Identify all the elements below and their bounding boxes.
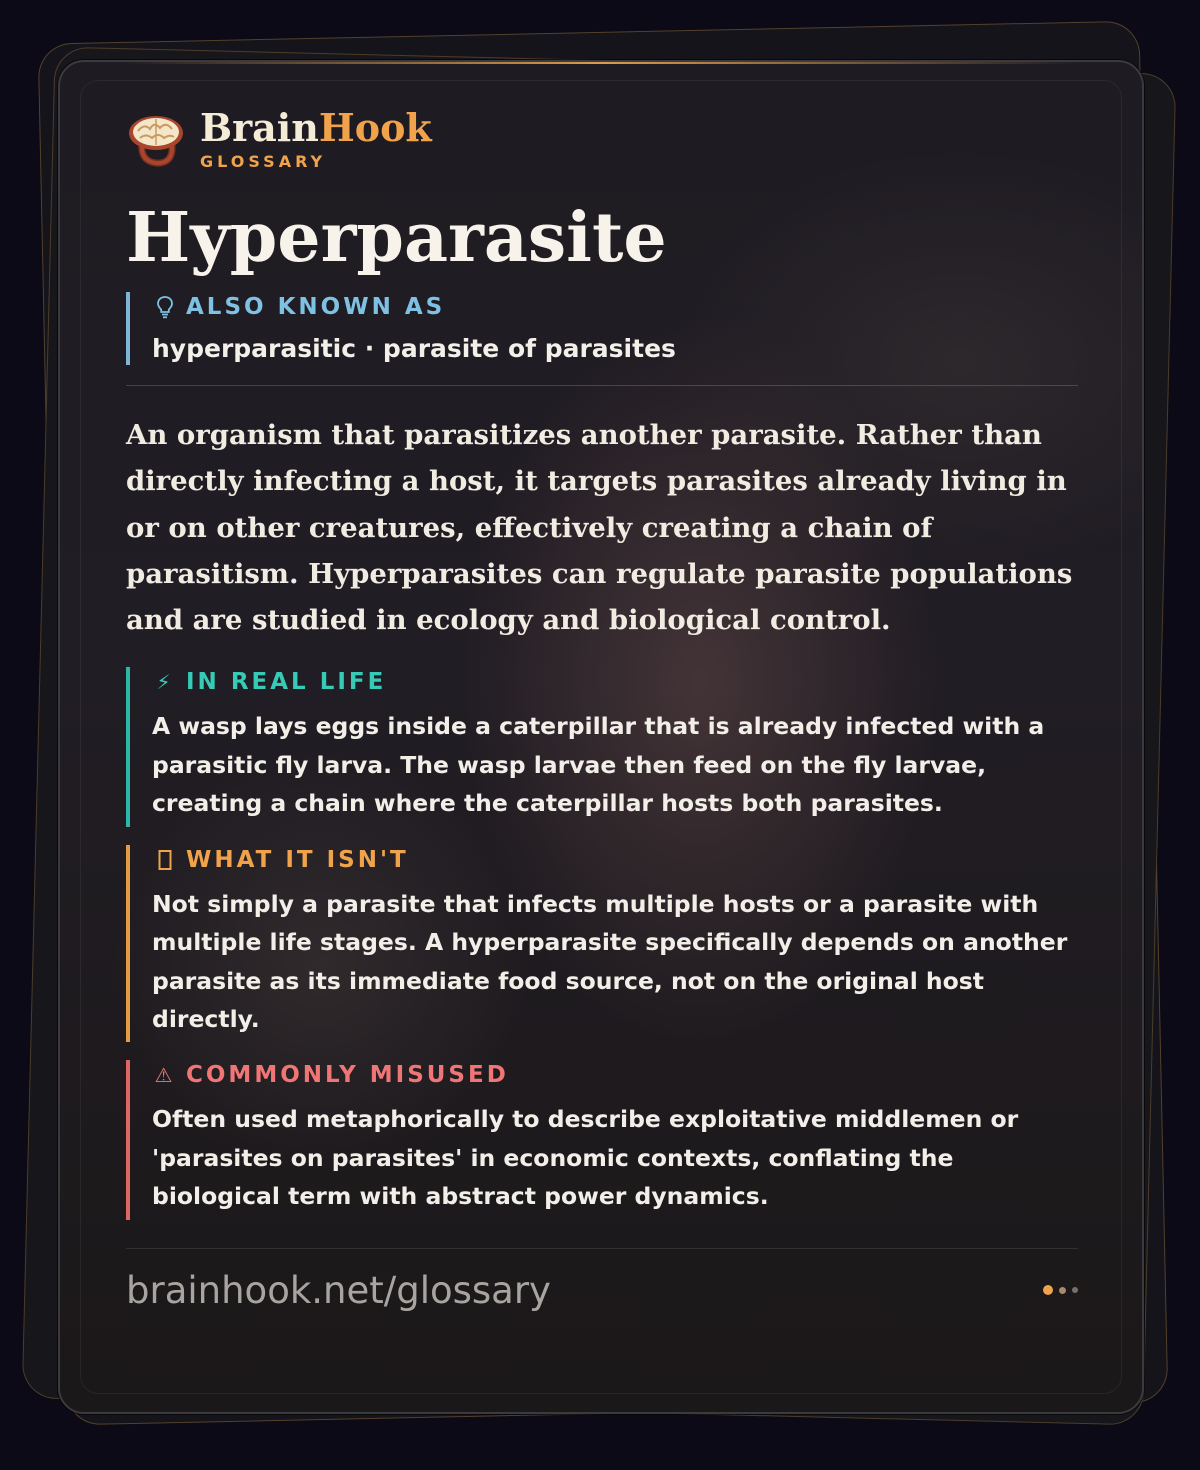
footer-url-link[interactable]: brainhook.net/glossary (126, 1268, 551, 1312)
brand-header (126, 106, 1078, 172)
also-known-as-section (126, 292, 1078, 365)
in-real-life-heading: IN REAL LIFE (186, 669, 387, 696)
what-it-isnt-heading: WHAT IT ISN'T (186, 846, 409, 873)
brand-name-hook: Hook (318, 104, 432, 150)
commonly-misused-text: Often used metaphorically to describe exploitative middlemen or 'parasites on parasites' in economic contexts, conflating the biological term with abstract power dynamics. (152, 1105, 1019, 1211)
divider (126, 385, 1078, 386)
card-top-accent-line (120, 62, 1082, 64)
card-content (126, 106, 1078, 1312)
page-dots (1043, 1285, 1078, 1295)
definition-text: An organism that parasitizes another parasite. Rather than directly infecting a host, it targets parasites already living in or on other creatures, effectively creating a chain of parasitism. Hyperparasites can regulate parasite populations and are studied in ecology and biological control. (126, 419, 1073, 637)
page-dot (1059, 1287, 1066, 1294)
page-dot-active (1043, 1285, 1053, 1295)
lightbulb-icon (152, 295, 178, 319)
glossary-card (58, 60, 1144, 1414)
term-title: Hyperparasite (126, 198, 667, 278)
brand-text (200, 104, 432, 171)
what-it-isnt-heading-row (152, 847, 1078, 873)
in-real-life-section (126, 667, 1078, 826)
footer (126, 1269, 1078, 1312)
lightning-icon: ⚡ (156, 670, 174, 695)
what-it-isnt-section (126, 845, 1078, 1043)
also-known-as-text: hyperparasitic · parasite of parasites (152, 334, 676, 363)
footer-divider (126, 1248, 1078, 1249)
brand-name-brain: Brain (200, 104, 319, 150)
commonly-misused-heading-row (152, 1062, 1078, 1088)
brand-name (200, 104, 432, 150)
also-known-as-heading-row (152, 294, 1078, 320)
brand-subtitle: GLOSSARY (200, 151, 327, 171)
also-known-as-heading: ALSO KNOWN AS (186, 294, 446, 320)
brain-hook-icon (126, 109, 186, 169)
warning-icon: ⚠ (154, 1063, 176, 1088)
what-it-isnt-text: Not simply a parasite that infects multiple hosts or a parasite with multiple life stages. A hyperparasite specifically depends on another parasite as its immediate food source, not on the original host directly. (152, 889, 1068, 1033)
in-real-life-text: A wasp lays eggs inside a caterpillar that is already infected with a parasitic fly larva. The wasp larvae then feed on the fly larvae, creating a chain where the caterpillar hosts both parasites. (152, 712, 1045, 818)
commonly-misused-section (126, 1060, 1078, 1219)
page-dot (1072, 1287, 1078, 1293)
missing-glyph-icon (152, 849, 178, 871)
commonly-misused-heading: COMMONLY MISUSED (186, 1062, 509, 1089)
in-real-life-heading-row (152, 669, 1078, 695)
